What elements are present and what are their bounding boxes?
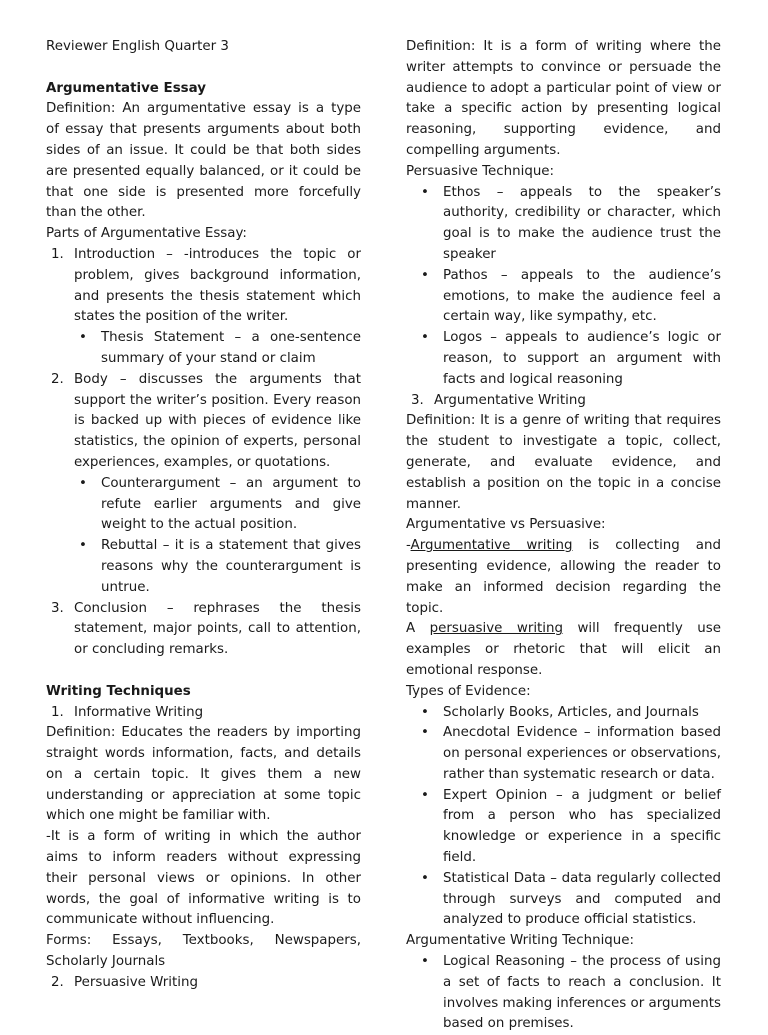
awt-label: Argumentative Writing Technique:: [406, 933, 635, 949]
evidence-bullet-anecdotal: [406, 723, 721, 785]
text-rest: will frequently use examples or rhetoric that will elicit an emotional response.: [406, 621, 721, 678]
bullet-text: Expert Opinion – a judgment or belief from a person who has specialized knowledge or experience in a specific field.: [443, 787, 721, 866]
list-number: 3.: [51, 600, 64, 616]
bullet-icon: •: [421, 870, 429, 886]
vs-label: Argumentative vs Persuasive:: [406, 517, 606, 533]
text-prefix: A: [406, 621, 430, 637]
left-column: [46, 37, 361, 994]
persuasive-definition: Definition: It is a form of writing where the writer attempts to convince or persuade the audience to adopt a particular point of view or take a specific action by presenting logical reasoning, supporting evidence, and compelling arguments.: [406, 39, 721, 158]
part-text: Conclusion – rephrases the thesis statement, major points, call to attention, or concluding remarks.: [74, 600, 361, 658]
bullet-text: Ethos – appeals to the speaker’s authority, credibility or character, which goal is to make the audience trust the speaker: [443, 184, 721, 262]
bullet-icon: •: [421, 704, 429, 720]
list-number: 1.: [51, 704, 64, 720]
bullet-text: Thesis Statement – a one-sentence summary of your stand or claim: [101, 330, 361, 366]
list-number: 1.: [51, 246, 64, 262]
item-title: Argumentative Writing: [434, 392, 586, 408]
bullet-icon: •: [421, 725, 429, 741]
vs-persuasive: [406, 619, 721, 681]
list-number: 2.: [51, 974, 64, 990]
pathos-bullet: [406, 266, 721, 328]
bullet-text: Counterargument – an argument to refute earlier arguments and give weight to the actual position.: [101, 475, 361, 533]
bullet-text: Logos – appeals to audience’s logic or reason, to support an argument with facts and logical reasoning: [443, 330, 721, 387]
bullet-icon: •: [79, 538, 87, 554]
part-text: Introduction – -introduces the topic or problem, gives background information, and presents the thesis statement which states the position of the writer.: [74, 246, 361, 325]
evidence-label: Types of Evidence:: [406, 683, 531, 699]
evidence-bullet-expert: [406, 786, 721, 869]
logical-reasoning-bullet: [406, 952, 721, 1035]
bullet-icon: •: [421, 267, 429, 283]
informative-writing-item: [46, 703, 361, 724]
bullet-icon: •: [421, 787, 429, 803]
ethos-bullet: [406, 183, 721, 266]
bullet-icon: •: [79, 475, 87, 491]
bullet-text: Rebuttal – it is a statement that gives reasons why the counterargument is untrue.: [101, 538, 361, 595]
term-persuasive-writing: persuasive writing: [429, 621, 564, 637]
bullet-icon: •: [79, 330, 87, 346]
text-prefix: -: [406, 538, 411, 554]
bullet-icon: •: [421, 184, 429, 200]
informative-extra: -It is a form of writing in which the author aims to inform readers without expressing their personal views or opinions. In other words, the goal of informative writing is to communicate without influencing.: [46, 829, 361, 928]
right-column: [406, 37, 721, 1035]
term-argumentative-writing: Argumentative writing: [410, 538, 573, 554]
bullet-icon: •: [421, 330, 429, 346]
part-conclusion: [46, 599, 361, 661]
persuasive-technique-label: Persuasive Technique:: [406, 163, 555, 179]
logos-bullet: [406, 328, 721, 390]
text-rest: is collecting and presenting evidence, allowing the reader to make an informed decision regarding the topic.: [406, 538, 721, 616]
persuasive-writing-item: [46, 973, 361, 994]
bullet-text: Scholarly Books, Articles, and Journals: [443, 704, 699, 720]
part-body: [46, 370, 361, 474]
argumentative-essay-definition: Definition: An argumentative essay is a type of essay that presents arguments about both sides of an issue. It could be that both sides are presented equally balanced, or it could be that one side is presented more forcefully than the other.: [46, 101, 361, 221]
list-number: 3.: [411, 392, 424, 408]
list-number: 2.: [51, 371, 64, 387]
bullet-icon: •: [421, 954, 429, 970]
parts-label: Parts of Argumentative Essay:: [46, 226, 247, 242]
rebuttal-bullet: [46, 536, 361, 598]
evidence-bullet-scholarly: [406, 703, 721, 724]
evidence-bullet-statistical: [406, 869, 721, 931]
informative-forms: Forms: Essays, Textbooks, Newspapers, Scholarly Journals: [46, 933, 361, 970]
bullet-text: Logical Reasoning – the process of using a set of facts to reach a conclusion. It involves making inferences or arguments based on premises.: [443, 954, 721, 1032]
bullet-text: Pathos – appeals to the audience’s emotions, to make the audience feel a certain way, like sympathy, etc.: [443, 267, 721, 325]
bullet-text: Statistical Data – data regularly collected through surveys and computed and analyzed to produce official statistics.: [443, 870, 721, 928]
thesis-bullet: [46, 328, 361, 370]
document-title: Reviewer English Quarter 3: [46, 39, 229, 54]
part-introduction: [46, 245, 361, 328]
item-title: Persuasive Writing: [74, 974, 198, 990]
part-text: Body – discusses the arguments that support the writer’s position. Every reason is backed up with pieces of evidence like statistics, the opinion of experts, personal experiences, examples, or quotations.: [74, 371, 361, 470]
argumentative-essay-heading: Argumentative Essay: [46, 80, 206, 96]
argumentative-writing-item: [406, 391, 721, 412]
writing-techniques-heading: Writing Techniques: [46, 683, 191, 699]
bullet-text: Anecdotal Evidence – information based on personal experiences or observations, rather than systematic research or data.: [443, 725, 721, 782]
vs-argumentative: [406, 536, 721, 619]
informative-definition: Definition: Educates the readers by importing straight words information, facts, and details on a certain topic. It gives them a new understanding or appreciation at some topic which one might be familiar with.: [46, 725, 361, 824]
argumentative-writing-definition: Definition: It is a genre of writing that requires the student to investigate a topic, collect, generate, and evaluate evidence, and establish a position on the topic in a concise manner.: [406, 413, 721, 512]
item-title: Informative Writing: [74, 704, 204, 720]
counterargument-bullet: [46, 474, 361, 536]
